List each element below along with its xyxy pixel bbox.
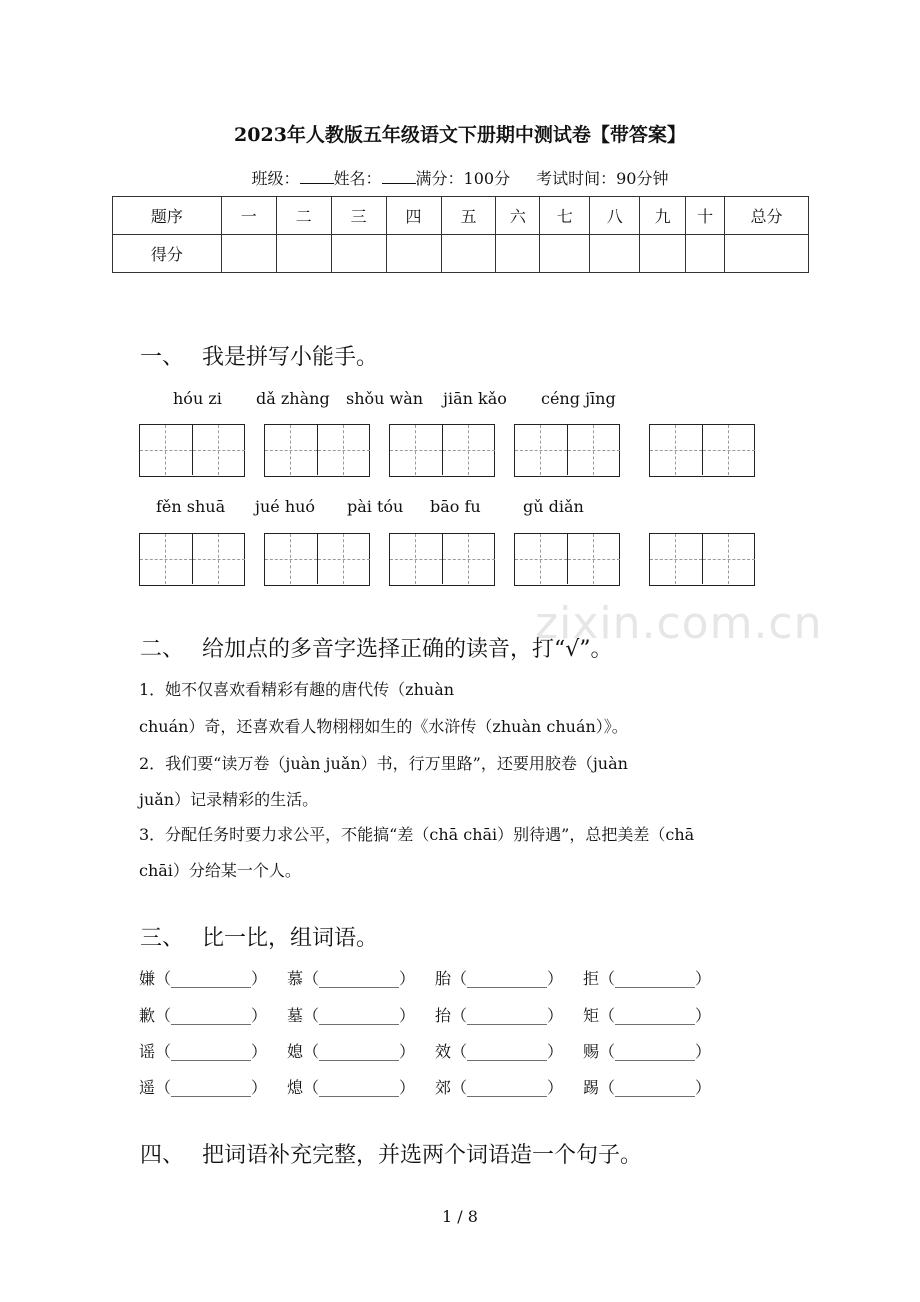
header-cell: 题序 — [113, 197, 222, 235]
header-cell: 四 — [386, 197, 441, 235]
page-number: 1 / 8 — [442, 1207, 478, 1226]
question-line: 3．分配任务时要力求公平，不能搞“差（chā chāi）别待遇”，总把美差（chā — [139, 825, 695, 844]
section2-title: 给加点的多音字选择正确的读音，打“√”。 — [202, 637, 613, 662]
pinyin-label: hóu zi — [173, 389, 222, 408]
header-cell: 五 — [441, 197, 496, 235]
score-cell[interactable] — [331, 235, 386, 273]
score-cell[interactable] — [640, 235, 686, 273]
word-item[interactable]: 慕（__________） — [287, 969, 416, 988]
score-cell[interactable] — [686, 235, 725, 273]
question-line: chāi）分给某一个人。 — [139, 861, 301, 880]
word-row — [139, 1075, 711, 1098]
pinyin-label: jué huó — [255, 497, 316, 516]
pinyin-label: dǎ zhàng — [256, 389, 330, 408]
score-table-score-row — [113, 235, 809, 273]
header-cell: 总分 — [725, 197, 809, 235]
score-cell[interactable] — [725, 235, 809, 273]
section1-title: 我是拼写小能手。 — [202, 345, 379, 370]
word-item[interactable]: 歉（__________） — [139, 1006, 268, 1025]
writing-grid[interactable] — [389, 424, 495, 477]
writing-grid[interactable] — [139, 533, 245, 586]
writing-grid[interactable] — [514, 533, 620, 586]
pinyin-label: fěn shuā — [156, 497, 226, 516]
class-label: 班级： — [251, 169, 300, 188]
name-blank[interactable] — [382, 183, 416, 184]
word-item[interactable]: 胎（__________） — [435, 969, 564, 988]
pinyin-label: pài tóu — [347, 497, 404, 516]
word-item[interactable]: 拒（__________） — [583, 969, 712, 988]
question-line: 2．我们要“读万卷（juàn juǎn）书，行万里路”，还要用胶卷（juàn — [139, 754, 628, 773]
section1-heading — [140, 340, 378, 371]
score-cell[interactable] — [276, 235, 331, 273]
pinyin-label: céng jīng — [541, 389, 616, 408]
score-row-label: 得分 — [113, 235, 222, 273]
word-item[interactable]: 谣（__________） — [139, 1042, 268, 1061]
pinyin-label: jiān kǎo — [443, 389, 507, 408]
score-table — [112, 196, 809, 273]
score-cell[interactable] — [441, 235, 496, 273]
word-item[interactable]: 郊（__________） — [435, 1078, 564, 1097]
word-item[interactable]: 矩（__________） — [583, 1006, 712, 1025]
writing-grid[interactable] — [649, 424, 755, 477]
header-cell: 八 — [590, 197, 640, 235]
pinyin-label: shǒu wàn — [346, 389, 424, 408]
word-item[interactable]: 赐（__________） — [583, 1042, 712, 1061]
page-title: 2023年人教版五年级语文下册期中测试卷【带答案】 — [234, 124, 686, 146]
question-line: juǎn）记录精彩的生活。 — [139, 790, 319, 809]
class-blank[interactable] — [300, 183, 334, 184]
score-cell[interactable] — [590, 235, 640, 273]
pinyin-label: gǔ diǎn — [523, 497, 584, 516]
section4-number: 四、 — [140, 1143, 185, 1168]
score-cell[interactable] — [540, 235, 590, 273]
writing-grid[interactable] — [264, 533, 370, 586]
score-cell[interactable] — [386, 235, 441, 273]
section4-heading — [140, 1138, 642, 1169]
full-score: 满分：100分 — [415, 169, 511, 188]
word-item[interactable]: 抬（__________） — [435, 1006, 564, 1025]
section2-heading — [140, 632, 613, 663]
name-label: 姓名： — [333, 169, 382, 188]
word-item[interactable]: 媳（__________） — [287, 1042, 416, 1061]
word-row — [139, 1003, 711, 1026]
header-cell: 七 — [540, 197, 590, 235]
header-cell: 三 — [331, 197, 386, 235]
header-cell: 九 — [640, 197, 686, 235]
writing-grid[interactable] — [264, 424, 370, 477]
word-item[interactable]: 效（__________） — [435, 1042, 564, 1061]
header-cell: 二 — [276, 197, 331, 235]
info-line — [0, 166, 920, 189]
writing-grid[interactable] — [389, 533, 495, 586]
word-row — [139, 966, 711, 989]
writing-grid[interactable] — [649, 533, 755, 586]
score-cell[interactable] — [221, 235, 276, 273]
section1-number: 一、 — [140, 345, 185, 370]
section3-title: 比一比，组词语。 — [202, 926, 379, 951]
question-line: 1．她不仅喜欢看精彩有趣的唐代传（zhuàn — [139, 680, 455, 699]
header-cell: 十 — [686, 197, 725, 235]
header-cell: 六 — [496, 197, 540, 235]
word-item[interactable]: 遥（__________） — [139, 1078, 268, 1097]
word-item[interactable]: 墓（__________） — [287, 1006, 416, 1025]
score-cell[interactable] — [496, 235, 540, 273]
writing-grid[interactable] — [514, 424, 620, 477]
section3-heading — [140, 921, 378, 952]
question-line: chuán）奇，还喜欢看人物栩栩如生的《水浒传（zhuàn chuán）》。 — [139, 717, 628, 736]
word-item[interactable]: 踢（__________） — [583, 1078, 712, 1097]
section2-number: 二、 — [140, 637, 185, 662]
section4-title: 把词语补充完整，并选两个词语造一个句子。 — [202, 1143, 643, 1168]
watermark: zixin.com.cn — [535, 598, 823, 649]
exam-time: 考试时间：90分钟 — [536, 169, 669, 188]
word-item[interactable]: 熄（__________） — [287, 1078, 416, 1097]
word-item[interactable]: 嫌（__________） — [139, 969, 268, 988]
writing-grid[interactable] — [139, 424, 245, 477]
pinyin-label: bāo fu — [430, 497, 481, 516]
word-row — [139, 1039, 711, 1062]
section3-number: 三、 — [140, 926, 185, 951]
score-table-header-row — [113, 197, 809, 235]
header-cell: 一 — [221, 197, 276, 235]
